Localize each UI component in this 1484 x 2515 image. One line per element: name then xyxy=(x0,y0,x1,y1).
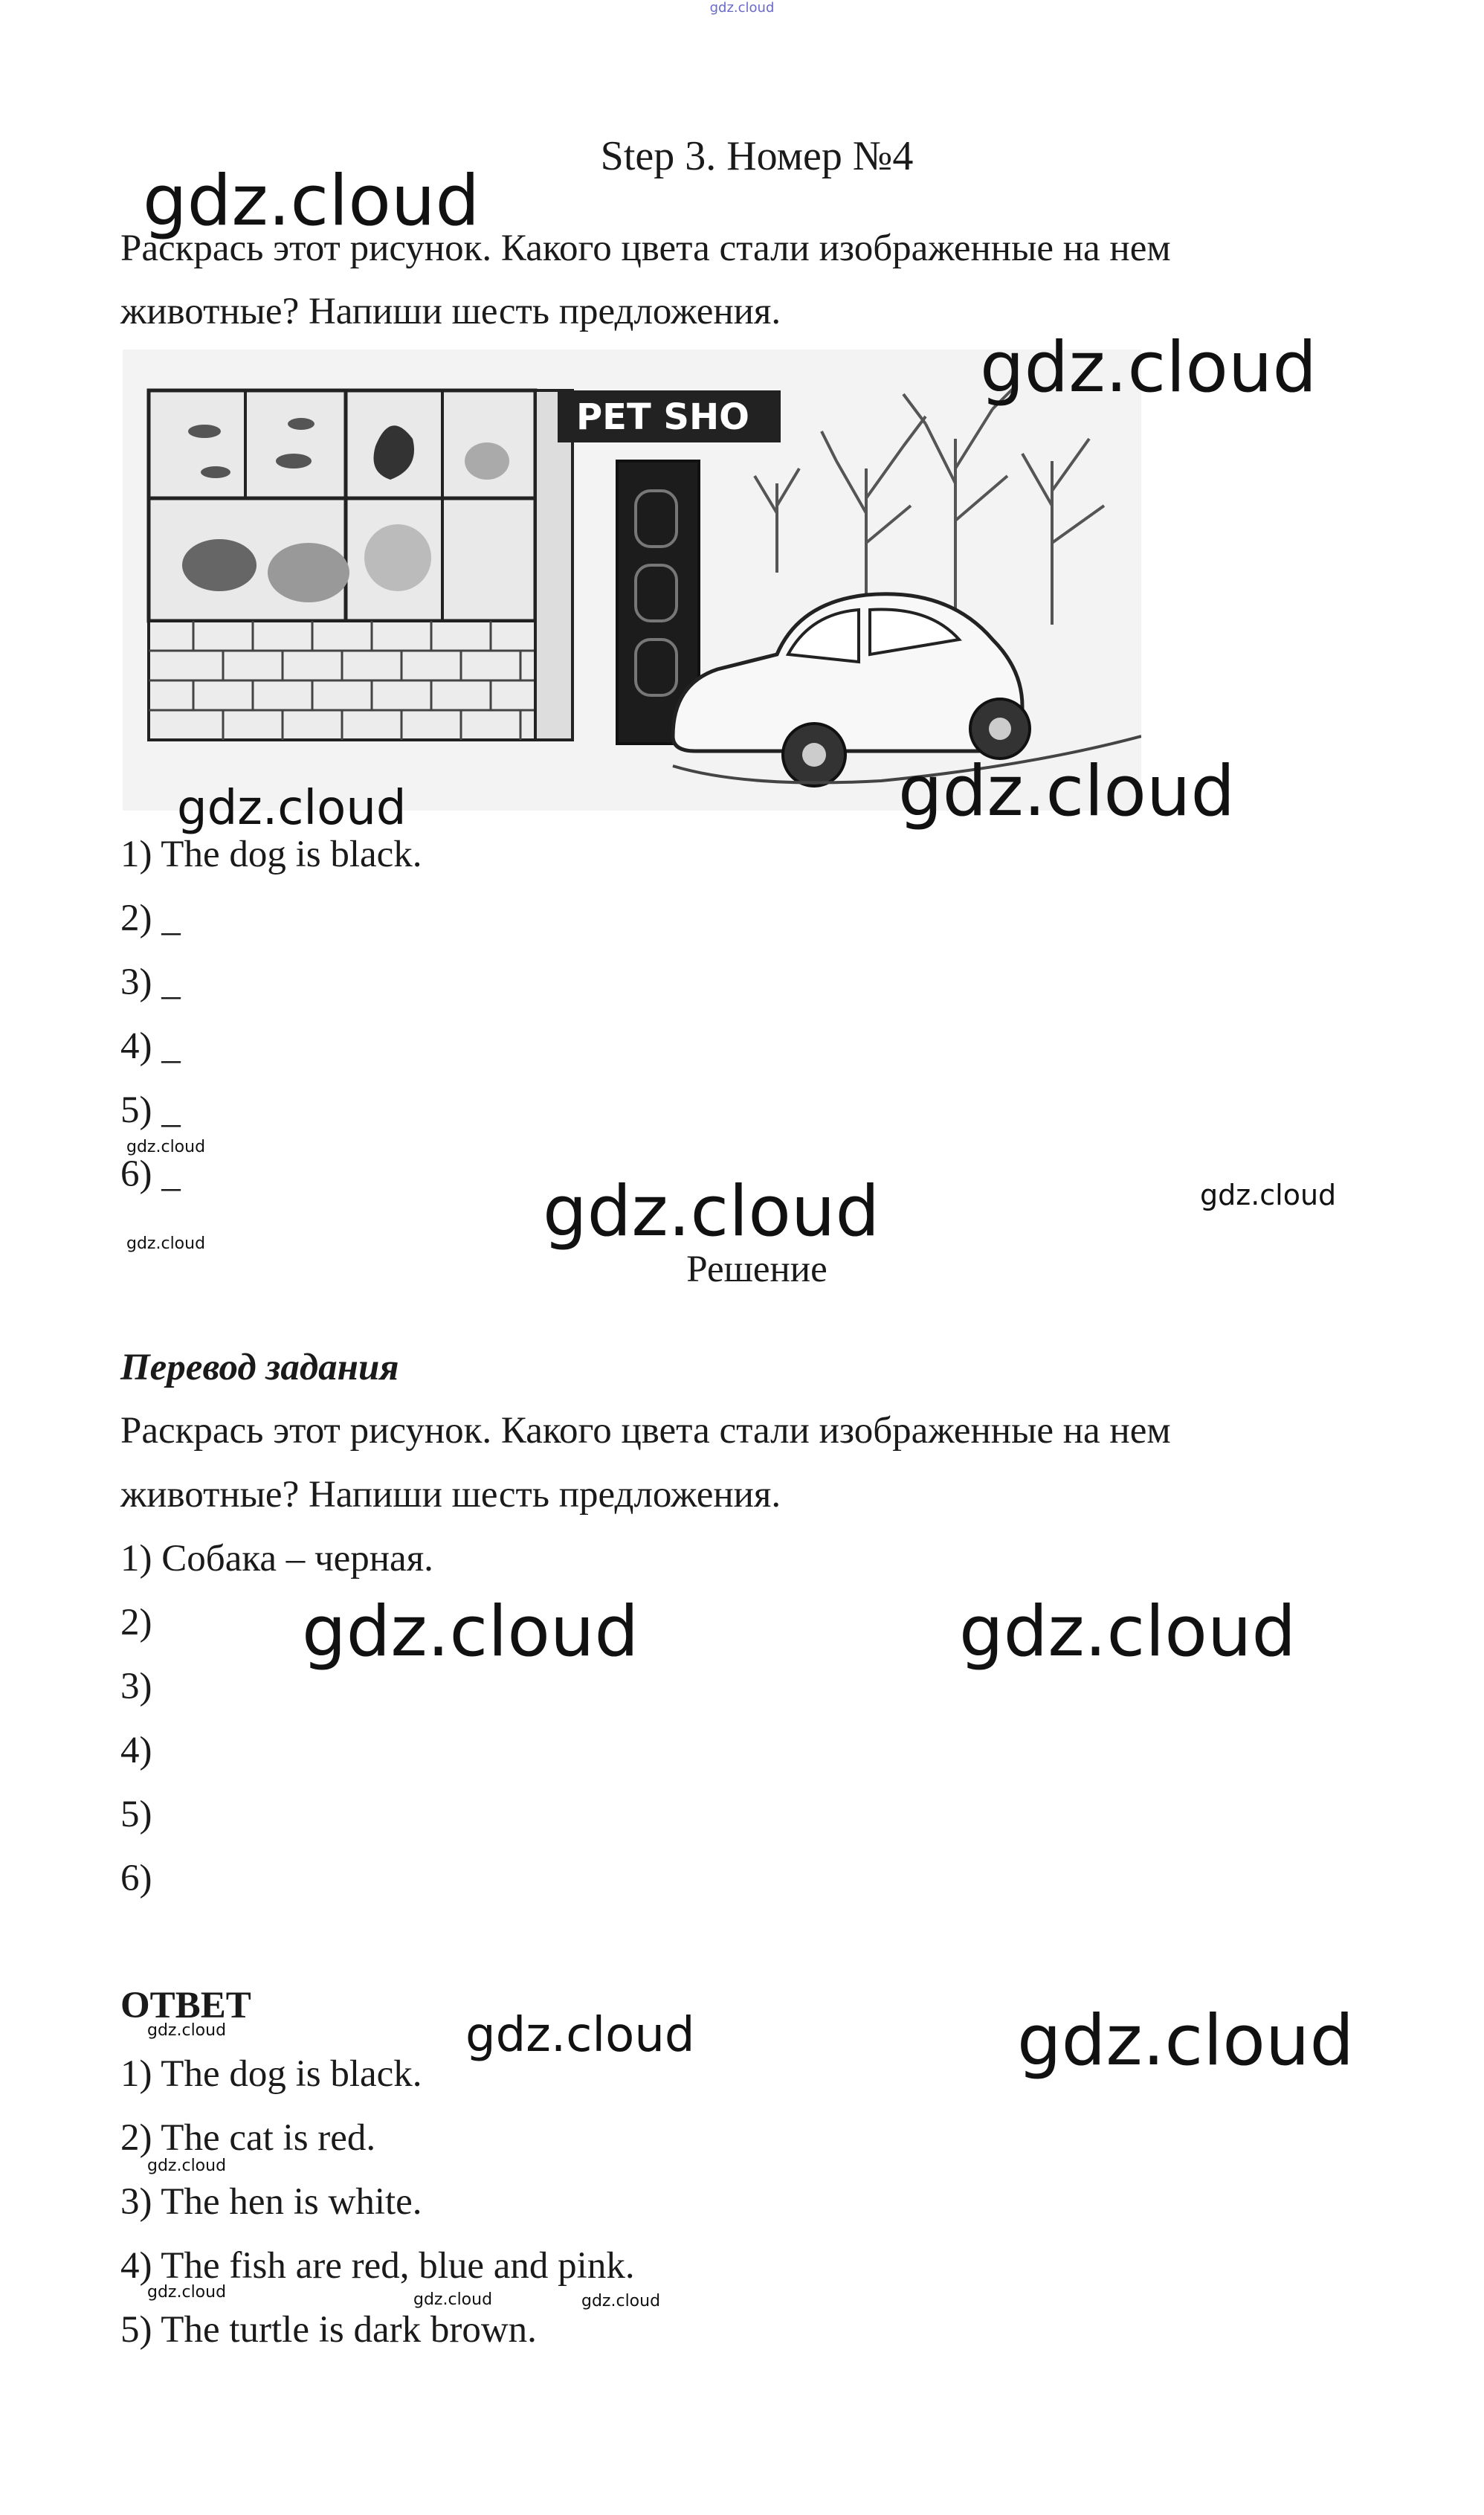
answer-item-4: 4) The fish are red, blue and pink. xyxy=(120,2245,635,2287)
exercise-line-5: 5) _ xyxy=(120,1089,181,1131)
translation-item-3: 3) xyxy=(120,1666,152,1707)
watermark: gdz.cloud xyxy=(1200,1179,1337,1211)
watermark: gdz.cloud xyxy=(959,1591,1297,1672)
task-line-1: Раскрась этот рисунок. Какого цвета стали изображенные на нем xyxy=(120,228,1171,269)
shop-sign xyxy=(558,390,781,442)
watermark: gdz.cloud xyxy=(126,1234,206,1253)
exercise-line-1: 1) The dog is black. xyxy=(120,834,422,875)
shop-sign-text: PET SHO xyxy=(576,396,749,438)
watermark: gdz.cloud xyxy=(302,1591,639,1672)
answer-item-1: 1) The dog is black. xyxy=(120,2053,422,2095)
exercise-line-3: 3) _ xyxy=(120,962,181,1003)
watermark: gdz.cloud xyxy=(543,1171,880,1252)
watermark: gdz.cloud xyxy=(147,2021,227,2040)
watermark: gdz.cloud xyxy=(147,2157,227,2175)
watermark: gdz.cloud xyxy=(465,2008,695,2063)
task-line-2: животные? Напиши шесть предложения. xyxy=(120,291,781,332)
translation-item-2: 2) xyxy=(120,1602,152,1643)
pet-shop-drawing xyxy=(123,350,1141,811)
translation-item-4: 4) xyxy=(120,1730,152,1771)
translation-item-5: 5) xyxy=(120,1794,152,1835)
exercise-line-4: 4) _ xyxy=(120,1025,181,1067)
translation-item-1: 1) Собака – черная. xyxy=(120,1538,433,1579)
translation-item-6: 6) xyxy=(120,1858,152,1899)
shop-window xyxy=(149,390,535,621)
translation-line-2: животные? Напиши шесть предложения. xyxy=(120,1474,781,1516)
page-title: Step 3. Номер №4 xyxy=(600,133,914,179)
translation-line-1: Раскрась этот рисунок. Какого цвета стали изображенные на нем xyxy=(120,1410,1171,1452)
exercise-line-2: 2) _ xyxy=(120,898,181,939)
pet-shop-illustration xyxy=(123,350,1141,811)
watermark: gdz.cloud xyxy=(898,751,1236,832)
watermark: gdz.cloud xyxy=(147,2283,227,2302)
watermark: gdz.cloud xyxy=(980,327,1317,408)
watermark: gdz.cloud xyxy=(1017,2000,1355,2081)
answer-item-3: 3) The hen is white. xyxy=(120,2181,422,2223)
watermark: gdz.cloud xyxy=(413,2290,493,2309)
watermark: gdz.cloud xyxy=(126,1138,206,1156)
exercise-line-6: 6) _ xyxy=(120,1153,181,1195)
answer-heading: ОТВЕТ xyxy=(120,1985,251,2026)
answer-item-5: 5) The turtle is dark brown. xyxy=(120,2309,537,2351)
watermark: gdz.cloud xyxy=(143,161,480,242)
translation-heading: Перевод задания xyxy=(120,1347,399,1388)
brick-wall xyxy=(149,621,572,740)
answer-item-2: 2) The cat is red. xyxy=(120,2117,376,2159)
solution-heading: Решение xyxy=(686,1249,828,1290)
watermark: gdz.cloud xyxy=(177,781,407,836)
top-watermark: gdz.cloud xyxy=(709,0,775,16)
watermark: gdz.cloud xyxy=(581,2292,661,2310)
